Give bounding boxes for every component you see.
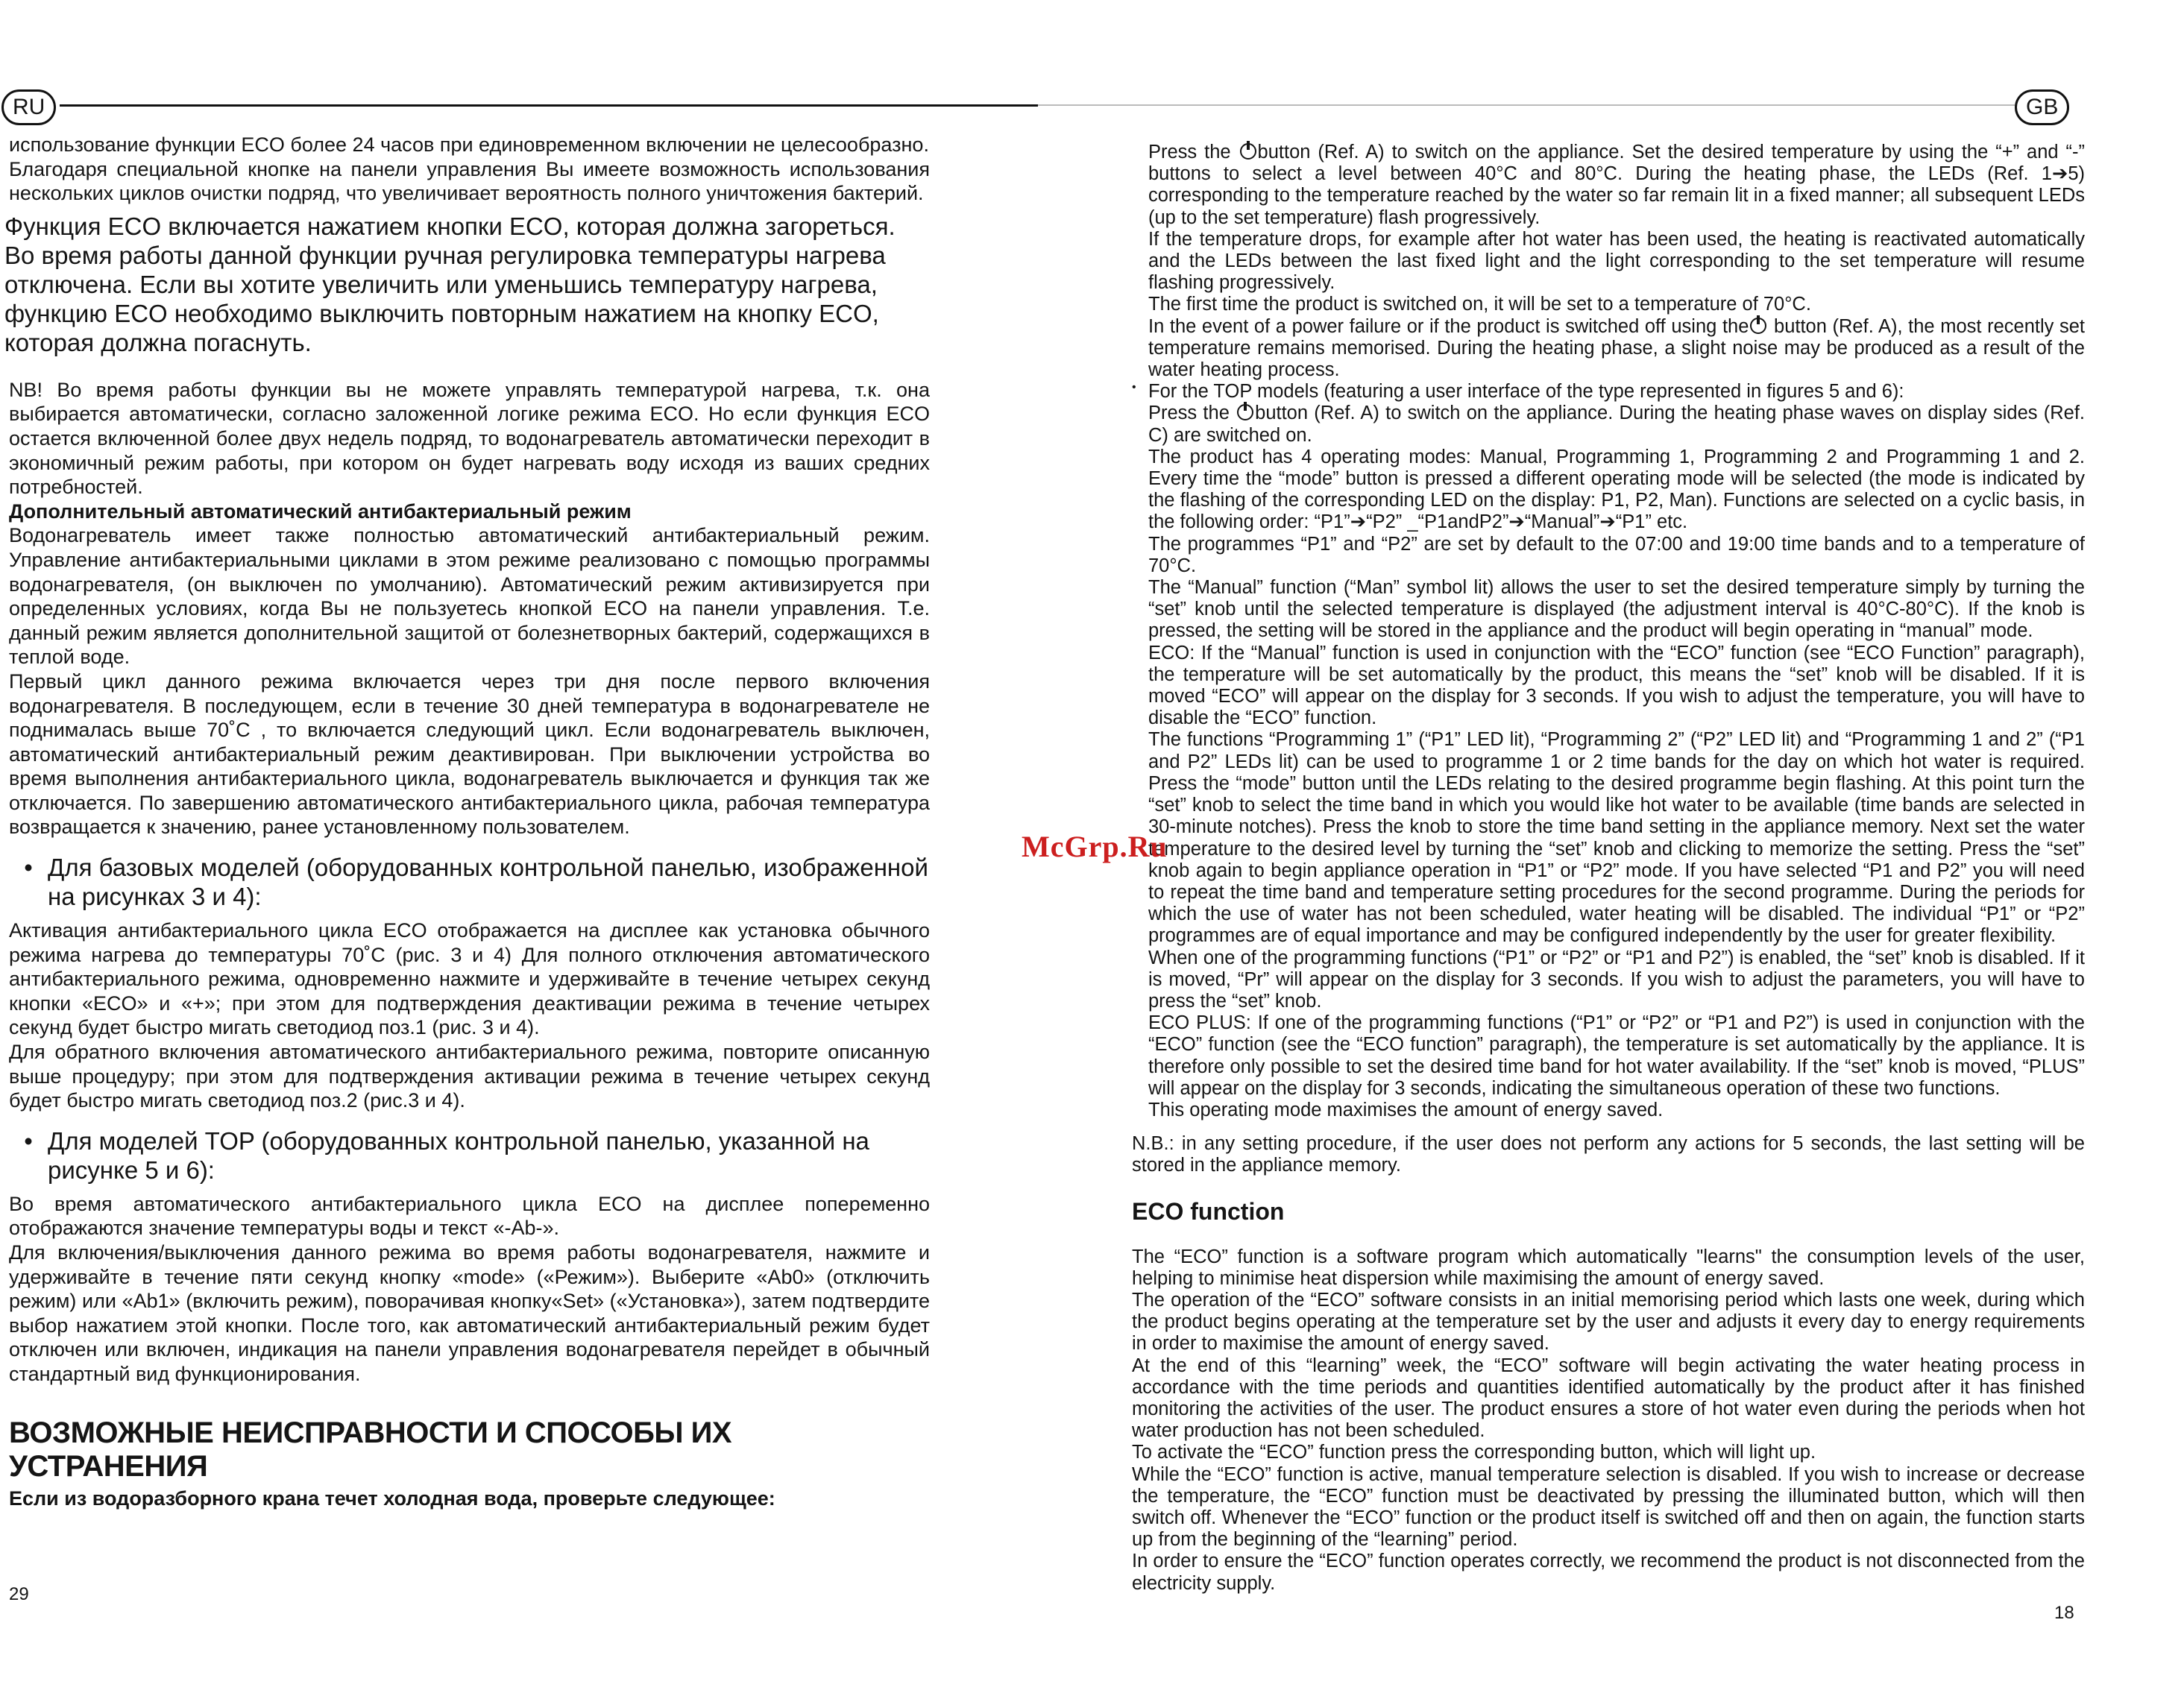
gb-text: In the event of a power failure or if the product is switched off using the	[1148, 315, 1749, 337]
gb-paragraph: If the temperature drops, for example after hot water has been used, the heating is reactivated automatically and the LEDs between the last fixed light and the light corresponding to the set temperature will resume flashing progressively.	[1148, 228, 2085, 294]
gb-paragraph: The product has 4 operating modes: Manual, Programming 1, Programming 2 and Programming 1 and 2. Every time the “mode” button is pressed a different operating mode will be selected (the mode is indicated by the flashing of the corresponding LED on the display: P1, P2, Man). Functions are selected on a cyclic basis, in the following order: “P1”➔“P2” _“P1andP2”➔“Manual”➔“P1” etc.	[1148, 446, 2085, 533]
gb-paragraph: While the “ECO” function is active, manual temperature selection is disabled. If you wish to increase or decrease the temperature, the “ECO” function must be deactivated by pressing the illuminated button, which will then switch off. Whenever the “ECO” function or the product itself is switched off and then on again, the function starts up from the beginning of the “learning” period.	[1132, 1463, 2085, 1551]
ru-paragraph: Для обратного включения автоматического антибактериального режима, повторите описанную выше процедуру; при этом для подтверждения активации режима в течение четырех секунд будет быстро мигать светодиод поз.2 (рис.3 и 4).	[9, 1041, 930, 1112]
page-gb	[1066, 0, 2184, 1693]
lang-badge-gb: GB	[2015, 89, 2069, 125]
gb-paragraph: ECO: If the “Manual” function is used in conjunction with the “ECO” function (see “ECO Function” paragraph), the temperature will be set automatically by the product, this means the “set” knob will be disabled. If it is moved “ECO” will appear on the display for 3 seconds. If you wish to adjust the temperature, you will have to disable the “ECO” function.	[1148, 642, 2085, 729]
gb-paragraph: ECO PLUS: If one of the programming functions (“P1” or “P2” or “P1 and P2”) is used in conjunction with the “ECO” function (see the “ECO function” paragraph), the temperature is set automatically by the appliance. It is therefore only possible to set the desired time band for hot water availability. If the “set” knob is moved, “PLUS” will appear on the display for 3 seconds, indicating the simultaneous operation of these two functions.	[1148, 1012, 2085, 1099]
gb-text: button (Ref. A) to switch on the appliance. During the heating phase waves on display sides (Ref. C) are switched on.	[1148, 403, 2086, 446]
ru-nb-note: NB! Во время работы функции вы не можете управлять температурой нагрева, т.к. она выбирается автоматически, согласно заложенной логике режима ECO. Но если функция ECO остается включенной более двух недель подряд, то водонагреватель автоматически переходит в экономичный режим работы, при котором он будет нагревать воду исходя из ваших средних потребностей.	[9, 378, 930, 499]
gb-paragraph: The programmes “P1” and “P2” are set by default to the 07:00 and 19:00 time bands and to a temperature of 70°C.	[1148, 533, 2085, 576]
gb-text: button (Ref. A), the most recently set temperature remains memorised. During the heating phase, a slight noise may be produced as a result of the water heating process.	[1148, 315, 2085, 381]
ru-faults-heading: ВОЗМОЖНЫЕ НЕИСПРАВНОСТИ И СПОСОБЫ ИХ УСТРАНЕНИЯ	[9, 1416, 732, 1483]
gb-basic-block	[1132, 142, 2085, 381]
gb-text: Press the	[1148, 142, 1231, 163]
bullet-text: Для базовых моделей (оборудованных контрольной панелью, изображенной на рисунках 3 и 4):	[48, 854, 928, 911]
power-icon	[1240, 143, 1256, 160]
gb-paragraph	[1148, 403, 2085, 446]
ru-bullet-top-models	[9, 1126, 930, 1185]
page-ru	[0, 0, 1066, 1693]
gb-paragraph: The functions “Programming 1” (“P1” LED lit), “Programming 2” (“P2” LED lit) and “Programming 1 and 2” (“P1 and P2” LEDs lit) can be used to programme 1 or 2 time bands for the day on which hot water is required. Press the “mode” button until the LEDs relating to the desired programme begin flashing. At this point turn the “set” knob to select the time band in which you would like hot water to be available (time bands are selected in 30-minute notches). Press the knob to store the time band setting in the appliance memory. Next set the water temperature to the desired level by turning the “set” knob and clicking to memorize the setting. Press the “set” knob again to begin appliance operation in “P1” or “P2” mode. If you have selected “P1 and P2” you will need to repeat the time band and temperature setting procedures for the second programme. During the periods for which the use of water has not been scheduled, water heating will be disabled. The individual “P1” or “P2” programmes are of equal importance and may be configured independently by the user for greater flexibility.	[1148, 729, 2085, 947]
ru-paragraph: Первый цикл данного режима включается через три дня после первого включения водонагревателя. В последующем, если в течение 30 дней температура в водонагревателе не поднималась выше 70˚C , то включается следующий цикл. Если водонагреватель выключен, автоматический антибактериальный режим деактивирован. При выключении устройства во время выполнения антибактериального цикла, водонагреватель выключается и функция так же отключается. По завершению автоматического антибактериального цикла, рабочая температура возвращается к значению, ранее установленному пользователем.	[9, 669, 930, 839]
gb-bullet-top-models	[1132, 381, 2085, 403]
ru-section-heading: Дополнительный автоматический антибактериальный режим	[9, 499, 632, 523]
gb-paragraph: The “Manual” function (“Man” symbol lit) allows the user to set the desired temperature simply by turning the “set” knob until the selected temperature is displayed (the adjustment interval is 40°C-80°C). If the knob is pressed, the setting will be stored in the appliance and the product will begin operating in “manual” mode.	[1148, 577, 2085, 642]
ru-eco-activation: Функция ECO включается нажатием кнопки ECO, которая должна загореться. Во время работы данной функции ручная регулировка температуры нагрева отключена. Если вы хотите увеличить или уменьшись температуру нагрева, функцию ECO необходимо выключить повторным нажатием на кнопку ECO, которая должна погаснуть.	[4, 212, 896, 356]
gb-top-block	[1132, 403, 2085, 1121]
ru-paragraph: Активация антибактериального цикла ECO отображается на дисплее как установка обычного режима нагрева до температуры 70˚C (рис. 3 и 4) Для полного отключения автоматического антибактериального режима, одновременно нажмите и удерживайте в течение четырех секунд кнопки «ECO» и «+»; при этом для подтверждения деактивации режима в течение четырех секунд будет быстро мигать светодиод поз.1 (рис. 3 и 4).	[9, 919, 930, 1039]
gb-nb-note: N.B.: in any setting procedure, if the user does not perform any actions for 5 seconds, the last setting will be stored in the appliance memory.	[1132, 1133, 2085, 1176]
gb-paragraph: This operating mode maximises the amount of energy saved.	[1148, 1099, 1664, 1120]
power-icon	[1237, 404, 1253, 420]
ru-paragraph: использование функции ECO более 24 часов при единовременном включении не целесообразно.	[9, 133, 929, 156]
gb-paragraph: The operation of the “ECO” software consists in an initial memorising period which lasts one week, during which the product begins operating at the temperature set by the user and adjusts it every day to energy requirements in order to maximise the amount of energy saved.	[1132, 1289, 2085, 1355]
power-icon	[1750, 318, 1766, 334]
gb-text-column	[1132, 142, 2085, 1595]
gb-paragraph: The “ECO” function is a software program which automatically "learns" the consumption levels of the user, helping to minimise heat dispersion while maximising the amount of energy saved.	[1132, 1246, 2085, 1289]
ru-paragraph: Во время автоматического антибактериального цикла ECO на дисплее попеременно отображаются значение температуры воды и текст «-Ab-».	[9, 1192, 930, 1240]
bullet-dot: •	[24, 854, 33, 882]
gb-paragraph: To activate the “ECO” function press the corresponding button, which will light up.	[1132, 1442, 1816, 1463]
gb-paragraph	[1148, 316, 2085, 382]
gb-paragraph	[1148, 142, 2085, 229]
ru-text-column	[4, 133, 930, 1510]
gb-paragraph: At the end of this “learning” week, the “ECO” software will begin activating the water heating process in accordance with the time periods and quantities identified automatically by the product after it has finished monitoring the activities of the user. The product ensures a store of hot water even during the periods when hot water production has not been scheduled.	[1132, 1355, 2085, 1442]
lang-badge-ru: RU	[1, 89, 56, 125]
page-number-right: 18	[2054, 1603, 2074, 1623]
gb-paragraph: When one of the programming functions (“P1” or “P2” or “P1 and P2”) is enabled, the “set” knob is disabled. If it is moved, “Pr” will appear on the display for 3 seconds. If you wish to adjust the parameters, you will have to press the “set” knob.	[1148, 947, 2085, 1012]
ru-paragraph: Благодаря специальной кнопке на панели управления Вы имеете возможность использования нескольких циклов очистки подряд, что увеличивает вероятность полного уничтожения бактерий.	[9, 157, 930, 205]
gb-text: Press the	[1148, 403, 1230, 424]
gb-paragraph: The first time the product is switched on, it will be set to a temperature of 70°C.	[1148, 294, 1811, 315]
ru-paragraph: Водонагреватель имеет также полностью автоматический антибактериальный режим. Управление антибактериальными циклами в этом режиме реализовано с помощью программы водонагревателя, (он выключен по умолчанию). Автоматический режим активизируется при определенных условиях, когда Вы не пользуетесь кнопкой ECO на панели управления. Т.е. данный режим является дополнительной защитой от болезнетворных бактерий, содержащихся в теплой воде.	[9, 524, 930, 669]
bullet-dot: •	[24, 1126, 33, 1155]
ru-bullet-base-models	[9, 853, 930, 911]
gb-paragraph: In order to ensure the “ECO” function operates correctly, we recommend the product is not disconnected from the electricity supply.	[1132, 1551, 2085, 1594]
gb-text: button (Ref. A) to switch on the appliance. Set the desired temperature by using the “+” and “-” buttons to select a level between 40°C and 80°C. During the heating phase, the LEDs (Ref. 1➔5) corresponding to the temperature reached by the water so far remain lit in a fixed manner; all subsequent LEDs (up to the set temperature) flash progressively.	[1148, 142, 2086, 228]
watermark: McGrp.Ru	[1022, 830, 1168, 863]
bullet-dot: •	[1132, 381, 1136, 394]
gb-eco-heading: ECO function	[1132, 1197, 1285, 1225]
ru-faults-subheading: Если из водоразборного крана течет холодная вода, проверьте следующее:	[9, 1487, 775, 1510]
bullet-text: Для моделей TOP (оборудованных контрольной панелью, указанной на рисунке 5 и 6):	[48, 1126, 869, 1184]
ru-paragraph: Для включения/выключения данного режима во время работы водонагревателя, нажмите и удерживайте в течение пяти секунд кнопку «mode» («Режим»). Выберите «Ab0» (отключить режим) или «Ab1» (включить режим), поворачивая кнопку«Set» («Установка»), затем подтвердите выбор нажатием этой кнопки. После того, как автоматический антибактериальный режим будет отключен или включен, индикация на панели управления водонагревателя перейдет в обычный стандартный вид функционирования.	[9, 1241, 930, 1385]
gb-bullet-text: For the TOP models (featuring a user interface of the type represented in figures 5 and 6):	[1148, 381, 1904, 403]
page-number-left: 29	[9, 1584, 29, 1604]
